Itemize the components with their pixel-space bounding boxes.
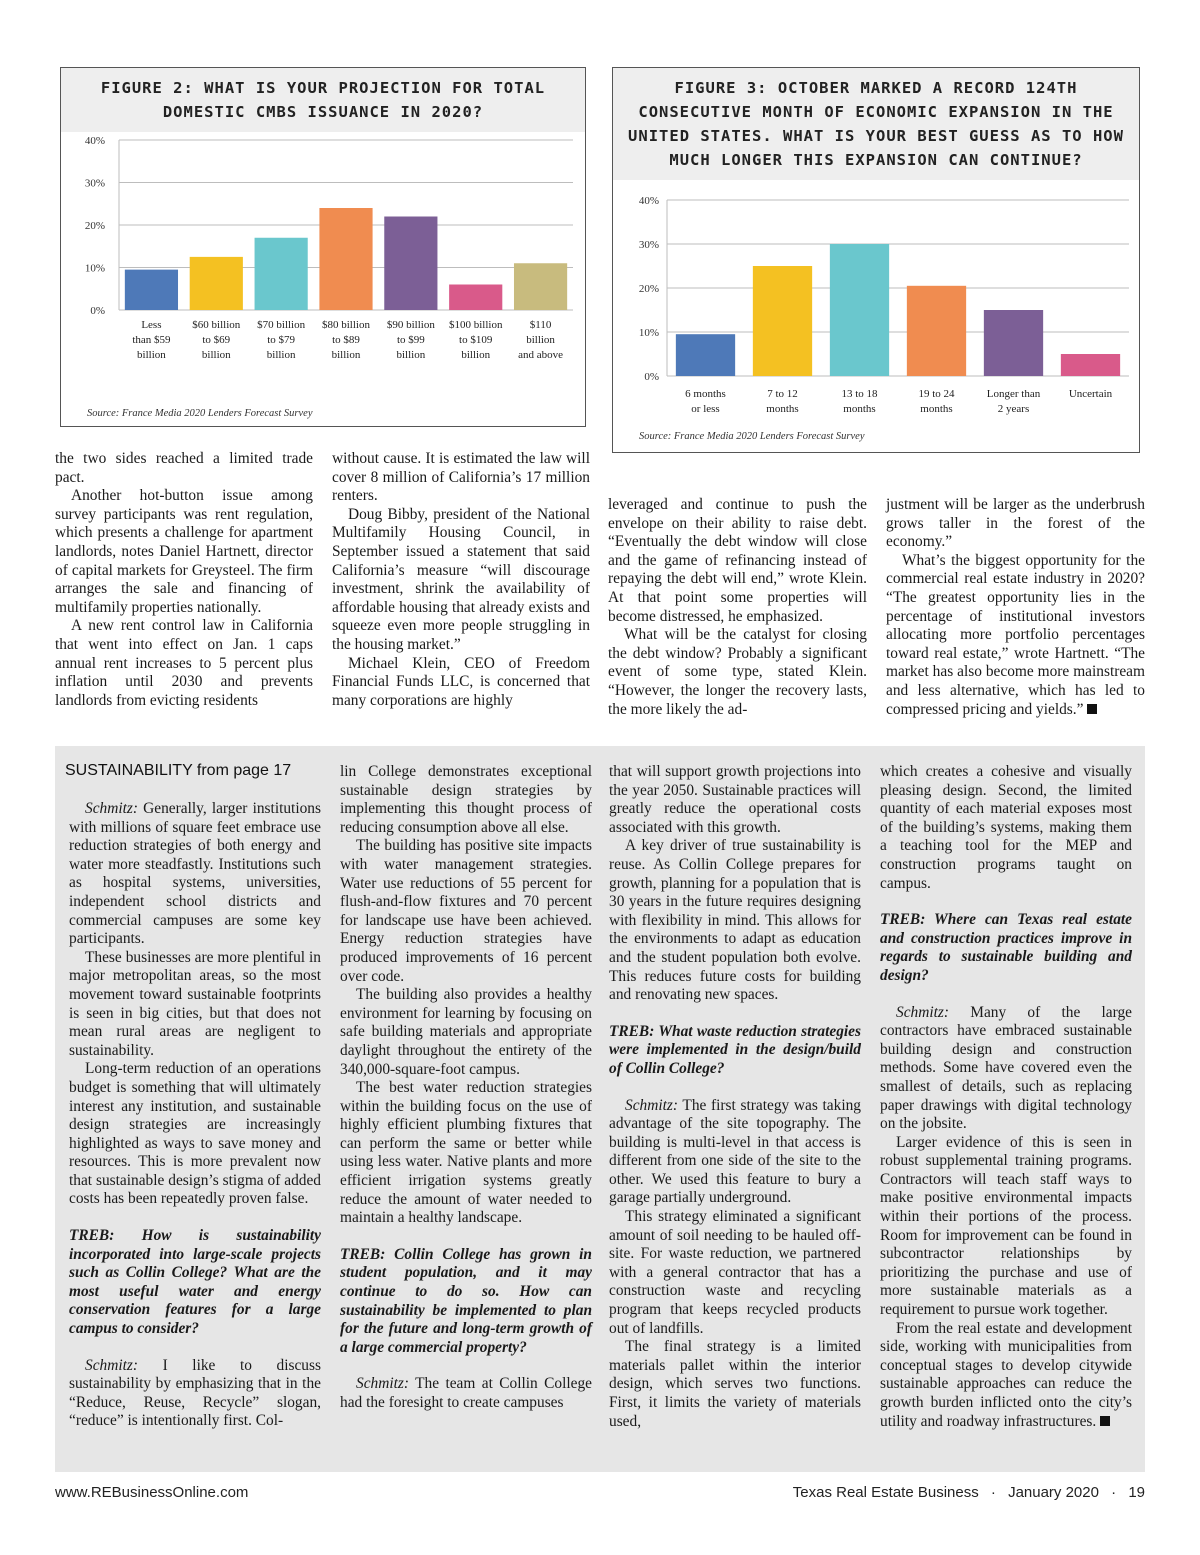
footer-website[interactable]: www.REBusinessOnline.com <box>55 1484 249 1501</box>
qa-paragraph: Schmitz: The team at Collin College had the foresight to create campuses <box>340 1375 592 1411</box>
figure-2-chart <box>61 132 585 422</box>
footer-separator: · <box>1111 1484 1117 1501</box>
bar <box>753 266 812 376</box>
bar <box>384 217 437 311</box>
article-paragraph: Doug Bibby, president of the National Multifamily Housing Council, in September issued a statement that said California’s measure “will discourage investment, shrink the availability of affordable housing that already exists and squeeze even more people struggling in the housing market.” <box>332 505 590 653</box>
article-paragraph: justment will be larger as the underbrush grows taller in the forest of the economy.” <box>886 496 1145 551</box>
bar <box>1061 354 1120 376</box>
bar <box>190 257 243 310</box>
bar <box>319 208 372 310</box>
qa-paragraph: that will support growth projections into the year 2050. Sustainable practices will greatly reduce the operational costs associated with this growth. <box>609 763 861 836</box>
figure-3 <box>612 67 1140 453</box>
article-paragraph: What will be the catalyst for closing the debt window? Probably a significant event of some type, stated Klein. “However, the longer the recovery lasts, the more likely the ad- <box>608 626 867 718</box>
qa-paragraph: Schmitz: I like to discuss sustainability by emphasizing that in the “Reduce, Reuse, Recycle” slogan, “reduce” is intentionally first. Col- <box>69 1356 321 1430</box>
qa-paragraph: Long-term reduction of an operations budget is something that will ultimately interest any institution, and sustainable design strategies are increasingly highlighted as ways to save money and resources. This is more prevalent now that sustainable design’s stigma of added costs has been repeatedly proven false. <box>69 1060 321 1208</box>
qa-paragraph: The building has positive site impacts with water management strategies. Water use reductions of 55 percent for flush-and-flow fixtures and 70 percent for landscape use have been achieved. Energy reduction strategies have produced improvements of 16 percent over code. <box>340 837 592 985</box>
sustainability-column-2 <box>340 763 592 1413</box>
footer-date: January 2020 <box>1008 1484 1099 1501</box>
qa-paragraph: These businesses are more plentiful in major metropolitan areas, so the most movement toward sustainable footprints is seen in big cities, but that does not mean rural areas are negligent to sustainability. <box>69 948 321 1059</box>
article-column-3 <box>608 496 867 719</box>
y-tick-label: 40% <box>84 135 105 147</box>
y-tick-label: 10% <box>638 327 659 339</box>
x-tick-label: 6 months or less <box>685 388 726 415</box>
sustainability-heading: SUSTAINABILITY from page 17 <box>65 762 292 779</box>
qa-paragraph: The final strategy is a limited materials pallet within the interior design, which serves two functions. First, it limits the variety of materials used, <box>609 1338 861 1430</box>
x-tick-label: $110 billion and above <box>518 319 564 361</box>
y-tick-label: 30% <box>84 177 105 190</box>
x-tick-label: 7 to 12 months <box>766 388 799 415</box>
footer-publication-info <box>793 1484 1145 1501</box>
x-tick-label: 19 to 24 months <box>918 388 955 415</box>
x-tick-label: $90 billion to $99 billion <box>386 319 435 361</box>
figure-3-source: Source: France Media 2020 Lenders Forecast Survey <box>639 431 865 442</box>
bar <box>676 334 735 376</box>
footer-separator: · <box>990 1484 996 1501</box>
footer-publication: Texas Real Estate Business <box>792 1484 979 1501</box>
article-paragraph: A new rent control law in California that went into effect on Jan. 1 caps annual rent increases to 5 percent plus inflation until 2030 and prevents landlords from evicting residents <box>55 617 313 709</box>
article-column-2 <box>332 450 590 710</box>
qa-question: TREB: Collin College has grown in student population, and it may continue to do so. How can sustainability be implemented to plan for the future and long-term growth of a large commercial property? <box>340 1245 592 1356</box>
article-column-4 <box>886 496 1145 719</box>
x-tick-label: $70 billion to $79 billion <box>257 319 306 361</box>
sustainability-column-4 <box>880 763 1132 1431</box>
qa-paragraph: Larger evidence of this is seen in robust supplemental training programs. Contractors will teach staff ways to make positive environmental impacts within their portions of the process. Room for improvement can be found in subcontractor relationships by prioritizing the purchase and use of more sustainable materials as a requirement to pursue work together. <box>880 1133 1132 1319</box>
article-paragraph: What’s the biggest opportunity for the commercial real estate industry in 2020? “The greatest opportunity lies in the percentage of institutional investors allocating more portfolio percentages toward real estate,” wrote Hartnett. “The market has also become more mainstream and less alternative, which has led to compressed pricing and yields.” <box>886 551 1145 718</box>
qa-question: TREB: What waste reduction strategies were implemented in the design/build of Collin College? <box>609 1022 861 1077</box>
qa-paragraph: A key driver of true sustainability is reuse. As Collin College prepares for growth, planning for a population that is 30 years in the future requires designing with flexibility in mind. This allows for the environments to adapt as education and the student population both evolve. This reduces future costs for building and renovating new spaces. <box>609 837 861 1004</box>
x-tick-label: Longer than 2 years <box>986 388 1041 415</box>
y-tick-label: 0% <box>644 371 659 383</box>
qa-paragraph: Schmitz: Many of the large contractors have embraced sustainable building design and construction methods. Some have covered even the smallest of details, such as replacing paper drawings with digital technology on the jobsite. <box>880 1003 1132 1133</box>
y-tick-label: 40% <box>638 195 659 207</box>
article-paragraph: without cause. It is estimated the law will cover 8 million of California’s 17 million renters. <box>332 450 590 505</box>
figure-2-title: FIGURE 2: WHAT IS YOUR PROJECTION FOR TOTAL DOMESTIC CMBS ISSUANCE IN 2020? <box>61 68 585 132</box>
footer-page-number: 19 <box>1128 1484 1145 1501</box>
article-column-1 <box>55 450 313 710</box>
bar <box>449 285 502 311</box>
x-tick-label: $100 billion to $109 billion <box>448 319 503 361</box>
y-tick-label: 20% <box>638 283 659 295</box>
qa-paragraph: which creates a cohesive and visually pleasing design. Second, the limited quantity of each material exposes most of the building’s systems, making them a teaching tool for the MEP and construction programs taught on campus. <box>880 763 1132 892</box>
x-tick-label: Less than $59 billion <box>132 319 171 361</box>
bar <box>125 270 178 310</box>
y-tick-label: 10% <box>84 262 105 275</box>
qa-paragraph: The building also provides a healthy environment for learning by focusing on safe building materials and appropriate daylight throughout the entirety of the 340,000-square-foot campus. <box>340 986 592 1078</box>
qa-paragraph: Schmitz: Generally, larger institutions with millions of square feet embrace use reduction strategies of both energy and water more steadfastly. Institutions such as hospital systems, universities, independent school districts and commercial campuses are some key participants. <box>69 800 321 948</box>
qa-question: TREB: How is sustainability incorporated into large-scale projects such as Collin College? What are the most useful water and energy conservation features for a large campus to consider? <box>69 1227 321 1338</box>
article-paragraph: the two sides reached a limited trade pact. <box>55 450 313 486</box>
sustainability-column-1 <box>69 800 321 1431</box>
article-paragraph: leveraged and continue to push the envelope on their ability to raise debt. “Eventually the debt window will close and the game of refinancing instead of repaying the debt will end,” wrote Klein. At that point some properties will become distressed, he emphasized. <box>608 496 867 625</box>
end-mark-icon <box>1087 704 1097 714</box>
x-tick-label: Uncertain <box>1068 388 1113 400</box>
bar <box>984 310 1043 376</box>
x-tick-label: $80 billion to $89 billion <box>322 319 370 361</box>
qa-question: TREB: Where can Texas real estate and construction practices improve in regards to sustainable building and design? <box>880 911 1132 984</box>
qa-paragraph: From the real estate and development side, working with municipalities from conceptual stages to develop citywide sustainable approaches can reduce the growth burden inflicted onto the city’s utility and roadway infrastructures. <box>880 1319 1132 1430</box>
qa-paragraph: This strategy eliminated a significant amount of soil needing to be hauled off-site. For waste reduction, we partnered with a general contractor that has a construction waste and recycling program that keeps recycled products out of landfills. <box>609 1208 861 1337</box>
figure-2 <box>60 67 586 427</box>
bar <box>514 263 567 310</box>
end-mark-icon <box>1100 1416 1110 1426</box>
figure-3-title: FIGURE 3: OCTOBER MARKED A RECORD 124TH CONSECUTIVE MONTH OF ECONOMIC EXPANSION IN THE UNITED STATES. WHAT IS YOUR BEST GUESS AS TO HOW MUCH LONGER THIS EXPANSION CAN CONTINUE? <box>613 68 1139 180</box>
bar <box>830 244 889 376</box>
article-paragraph: Another hot-button issue among survey participants was rent regulation, which presents a challenge for apartment landlords, notes Daniel Hartnett, director of capital markets for Greysteel. The firm arranges the sale and financing of multifamily properties nationally. <box>55 487 313 616</box>
figure-3-chart <box>613 180 1139 470</box>
qa-paragraph: Schmitz: The first strategy was taking advantage of the site topography. The building is multi-level in that access is different from one side of the site to the other. We used this feature to bury a garage partially underground. <box>609 1096 861 1207</box>
y-tick-label: 30% <box>638 239 659 251</box>
qa-paragraph: lin College demonstrates exceptional sustainable design strategies by implementing this thought process of reducing consumption above all else. <box>340 763 592 836</box>
x-tick-label: $60 billion to $69 billion <box>192 319 241 361</box>
qa-paragraph: The best water reduction strategies within the building focus on the use of highly efficient plumbing fixtures that can perform the same or better while using less water. Native plants and more efficient irrigation systems greatly reduce the amount of water needed to maintain a healthy landscape. <box>340 1079 592 1227</box>
sustainability-column-3 <box>609 763 861 1431</box>
y-tick-label: 20% <box>84 220 105 232</box>
bar <box>907 286 966 376</box>
article-paragraph: Michael Klein, CEO of Freedom Financial Funds LLC, is concerned that many corporations are highly <box>332 654 590 709</box>
bar <box>255 238 308 310</box>
figure-2-source: Source: France Media 2020 Lenders Forecast Survey <box>87 408 313 419</box>
x-tick-label: 13 to 18 months <box>841 388 878 415</box>
y-tick-label: 0% <box>90 305 105 317</box>
